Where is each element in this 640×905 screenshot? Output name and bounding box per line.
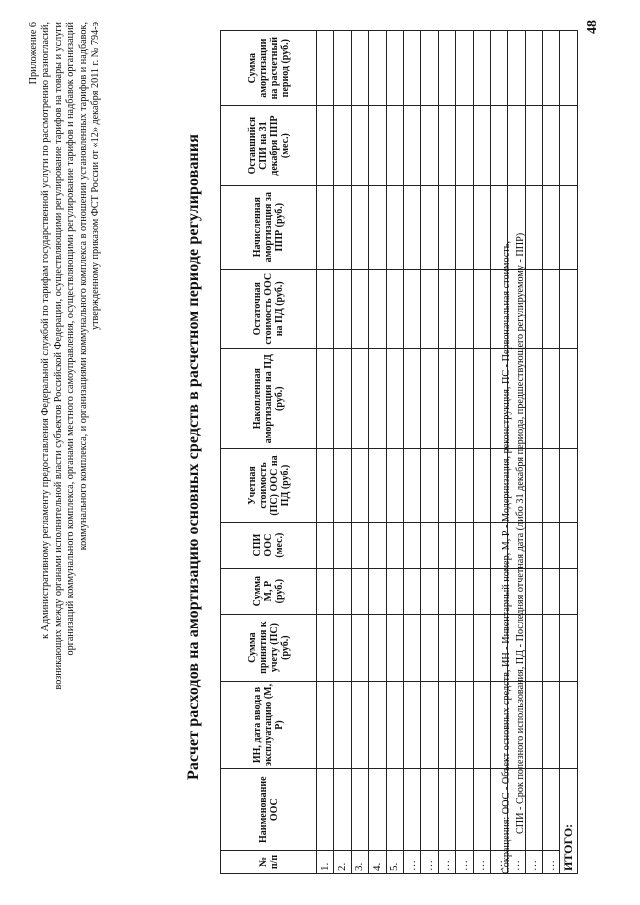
table-row	[456, 31, 473, 874]
table-cell	[438, 522, 455, 568]
table-cell	[351, 185, 368, 269]
table-row	[543, 31, 560, 874]
table-cell	[438, 568, 455, 614]
table-cell	[386, 269, 403, 348]
table-cell	[421, 106, 438, 185]
table-cell	[334, 769, 351, 851]
table-cell	[317, 106, 334, 185]
table-cell	[386, 349, 403, 449]
total-label: ИТОГО:	[560, 769, 578, 874]
table-cell	[421, 185, 438, 269]
table-cell	[543, 522, 560, 568]
table-cell	[456, 31, 473, 106]
table-cell	[473, 522, 490, 568]
table-cell	[351, 681, 368, 769]
table-cell	[421, 349, 438, 449]
table-cell	[473, 31, 490, 106]
table-cell	[351, 269, 368, 348]
table-cell	[334, 349, 351, 449]
row-number: 3.	[351, 851, 368, 874]
total-row	[560, 31, 578, 874]
column-header: Остаточная стоимость ООС на ПД (руб.)	[221, 269, 317, 348]
total-cell	[560, 681, 578, 769]
table-cell	[403, 349, 420, 449]
table-cell	[473, 769, 490, 851]
table-cell	[386, 769, 403, 851]
table-cell	[386, 449, 403, 522]
notes-line-2: СПИ - Срок полезного использования, ПД - Последняя отчетная дата (либо 31 декабря периода, предшествующего регулируемому - ППР)	[515, 232, 526, 834]
table-cell	[403, 681, 420, 769]
header-line: утвержденному приказом ФСТ России от «12» декабря 2011 г. № 794-э	[90, 22, 102, 330]
table-cell	[543, 449, 560, 522]
column-header: Наименование ООС	[221, 769, 317, 851]
table-cell	[421, 614, 438, 681]
table-cell	[334, 106, 351, 185]
table-cell	[386, 106, 403, 185]
table-cell	[369, 106, 386, 185]
table-cell	[456, 269, 473, 348]
table-cell	[473, 614, 490, 681]
table-cell	[456, 449, 473, 522]
table-row	[317, 31, 334, 874]
table-cell	[403, 31, 420, 106]
table-cell	[317, 568, 334, 614]
table-cell	[438, 681, 455, 769]
table-cell	[351, 522, 368, 568]
row-number: …	[508, 851, 525, 874]
table-cell	[456, 106, 473, 185]
table-cell	[403, 568, 420, 614]
row-number: …	[403, 851, 420, 874]
table-cell	[438, 269, 455, 348]
table-cell	[334, 185, 351, 269]
table-cell	[543, 106, 560, 185]
row-number: …	[543, 851, 560, 874]
table-cell	[438, 614, 455, 681]
row-number: 5.	[386, 851, 403, 874]
table-cell	[369, 449, 386, 522]
table-cell	[543, 614, 560, 681]
column-header: Учетная стоимость (ПС) ООС на ПД (руб.)	[221, 449, 317, 522]
table-cell	[438, 769, 455, 851]
table-cell	[351, 349, 368, 449]
page-number: 48	[585, 20, 600, 34]
table-cell	[403, 614, 420, 681]
table-row	[403, 31, 420, 874]
table-cell	[543, 681, 560, 769]
table-cell	[456, 681, 473, 769]
table-cell	[543, 269, 560, 348]
table-cell	[386, 522, 403, 568]
table-cell	[473, 106, 490, 185]
table-cell	[403, 449, 420, 522]
column-header: Начисленная амортизация за ППР (руб.)	[221, 185, 317, 269]
row-number: 2.	[334, 851, 351, 874]
total-cell	[560, 106, 578, 185]
total-cell	[560, 31, 578, 106]
column-header: № п/п	[221, 851, 317, 874]
table-cell	[543, 31, 560, 106]
row-number: …	[421, 851, 438, 874]
row-number: 1.	[317, 851, 334, 874]
table-cell	[334, 568, 351, 614]
row-number: …	[473, 851, 490, 874]
total-cell	[560, 349, 578, 449]
row-number: …	[490, 851, 507, 874]
table-cell	[386, 568, 403, 614]
table-cell	[438, 349, 455, 449]
table-cell	[421, 681, 438, 769]
table-cell	[369, 614, 386, 681]
table-row	[473, 31, 490, 874]
table-header-row	[221, 31, 317, 874]
table-cell	[403, 106, 420, 185]
table-cell	[438, 449, 455, 522]
table-cell	[473, 681, 490, 769]
table-cell	[456, 614, 473, 681]
table-cell	[403, 269, 420, 348]
abbreviations-note	[500, 14, 528, 874]
row-number: …	[525, 851, 542, 874]
table-cell	[543, 185, 560, 269]
table-cell	[438, 185, 455, 269]
total-cell	[560, 568, 578, 614]
table-cell	[456, 185, 473, 269]
table-cell	[369, 269, 386, 348]
table-cell	[351, 106, 368, 185]
table-cell	[317, 449, 334, 522]
table-cell	[369, 185, 386, 269]
table-row	[386, 31, 403, 874]
table-cell	[473, 269, 490, 348]
table-cell	[438, 31, 455, 106]
header-line: Приложение 6	[28, 22, 39, 85]
table-cell	[386, 31, 403, 106]
table-cell	[334, 31, 351, 106]
column-header: Накопленная амортизация на ПД (руб.)	[221, 349, 317, 449]
table-cell	[334, 449, 351, 522]
total-cell	[560, 449, 578, 522]
table-cell	[543, 568, 560, 614]
table-cell	[369, 31, 386, 106]
table-cell	[317, 31, 334, 106]
total-cell	[560, 269, 578, 348]
table-cell	[421, 769, 438, 851]
table-cell	[351, 31, 368, 106]
total-cell	[560, 522, 578, 568]
table-cell	[317, 614, 334, 681]
table-cell	[456, 769, 473, 851]
total-cell	[560, 185, 578, 269]
table-cell	[473, 568, 490, 614]
table-cell	[369, 681, 386, 769]
column-header: Сумма принятия к учету (ПС) (руб.)	[221, 614, 317, 681]
table-cell	[543, 769, 560, 851]
table-cell	[334, 269, 351, 348]
table-row	[334, 31, 351, 874]
table-cell	[334, 522, 351, 568]
document-title: Расчет расходов на амортизацию основных средств в расчетном периоде регулирования	[185, 134, 202, 780]
table-cell	[317, 681, 334, 769]
header-line: коммунального комплекса, и организациями коммунального комплекса в отношении установленных тарифов и надбавок,	[77, 22, 89, 551]
notes-line-1: Сокращения: ООС - Объект основных средств, ИН - Инвентарный номер, М, Р - Модернизация, реконструкция, ПС - Первоначальная стоимость,	[501, 241, 512, 874]
table-cell	[369, 568, 386, 614]
column-header: СПИ ООС (мес.)	[221, 522, 317, 568]
table-cell	[386, 185, 403, 269]
table-cell	[317, 769, 334, 851]
header-line: организаций коммунального комплекса, органами местного самоуправления, осуществляющими регулирование тарифов и надбавок организаций	[65, 22, 77, 656]
header-line: возникающих между органами исполнительной власти субъектов Российской Федерации, осуществляющими регулирование тарифов на товары и услуги	[52, 22, 64, 690]
table-cell	[421, 522, 438, 568]
table-cell	[456, 349, 473, 449]
table-cell	[369, 349, 386, 449]
table-cell	[456, 568, 473, 614]
table-cell	[473, 349, 490, 449]
column-header: Сумма амортизации на расчетный период (руб.)	[221, 31, 317, 106]
appendix-header	[28, 22, 102, 782]
table-cell	[421, 568, 438, 614]
table-cell	[438, 106, 455, 185]
table-row	[421, 31, 438, 874]
table-row	[351, 31, 368, 874]
table-cell	[317, 269, 334, 348]
table-cell	[473, 449, 490, 522]
table-cell	[386, 614, 403, 681]
header-line: к Административному регламенту предоставления Федеральной службой по тарифам государственной услуги по рассмотрению разногласий,	[40, 22, 52, 639]
table-cell	[543, 349, 560, 449]
table-cell	[351, 449, 368, 522]
table-cell	[403, 522, 420, 568]
table-cell	[317, 522, 334, 568]
table-cell	[456, 522, 473, 568]
table-cell	[421, 449, 438, 522]
rotated-sheet	[20, 12, 620, 892]
table-cell	[351, 568, 368, 614]
table-cell	[421, 31, 438, 106]
table-cell	[421, 269, 438, 348]
column-header: Сумма М, Р (руб.)	[221, 568, 317, 614]
row-number: …	[438, 851, 455, 874]
column-header: ИН, дата ввода в эксплуатацию (М, Р)	[221, 681, 317, 769]
table-cell	[369, 522, 386, 568]
table-cell	[351, 769, 368, 851]
column-header: Оставшийся СПИ на 31 декабря ППР (мес.)	[221, 106, 317, 185]
table-cell	[317, 185, 334, 269]
table-cell	[334, 681, 351, 769]
table-cell	[317, 349, 334, 449]
table-cell	[351, 614, 368, 681]
row-number: …	[456, 851, 473, 874]
table-cell	[473, 185, 490, 269]
table-cell	[386, 681, 403, 769]
table-cell	[369, 769, 386, 851]
table-row	[369, 31, 386, 874]
table-row	[438, 31, 455, 874]
table-cell	[334, 614, 351, 681]
row-number: 4.	[369, 851, 386, 874]
total-cell	[560, 614, 578, 681]
table-cell	[403, 769, 420, 851]
table-cell	[403, 185, 420, 269]
